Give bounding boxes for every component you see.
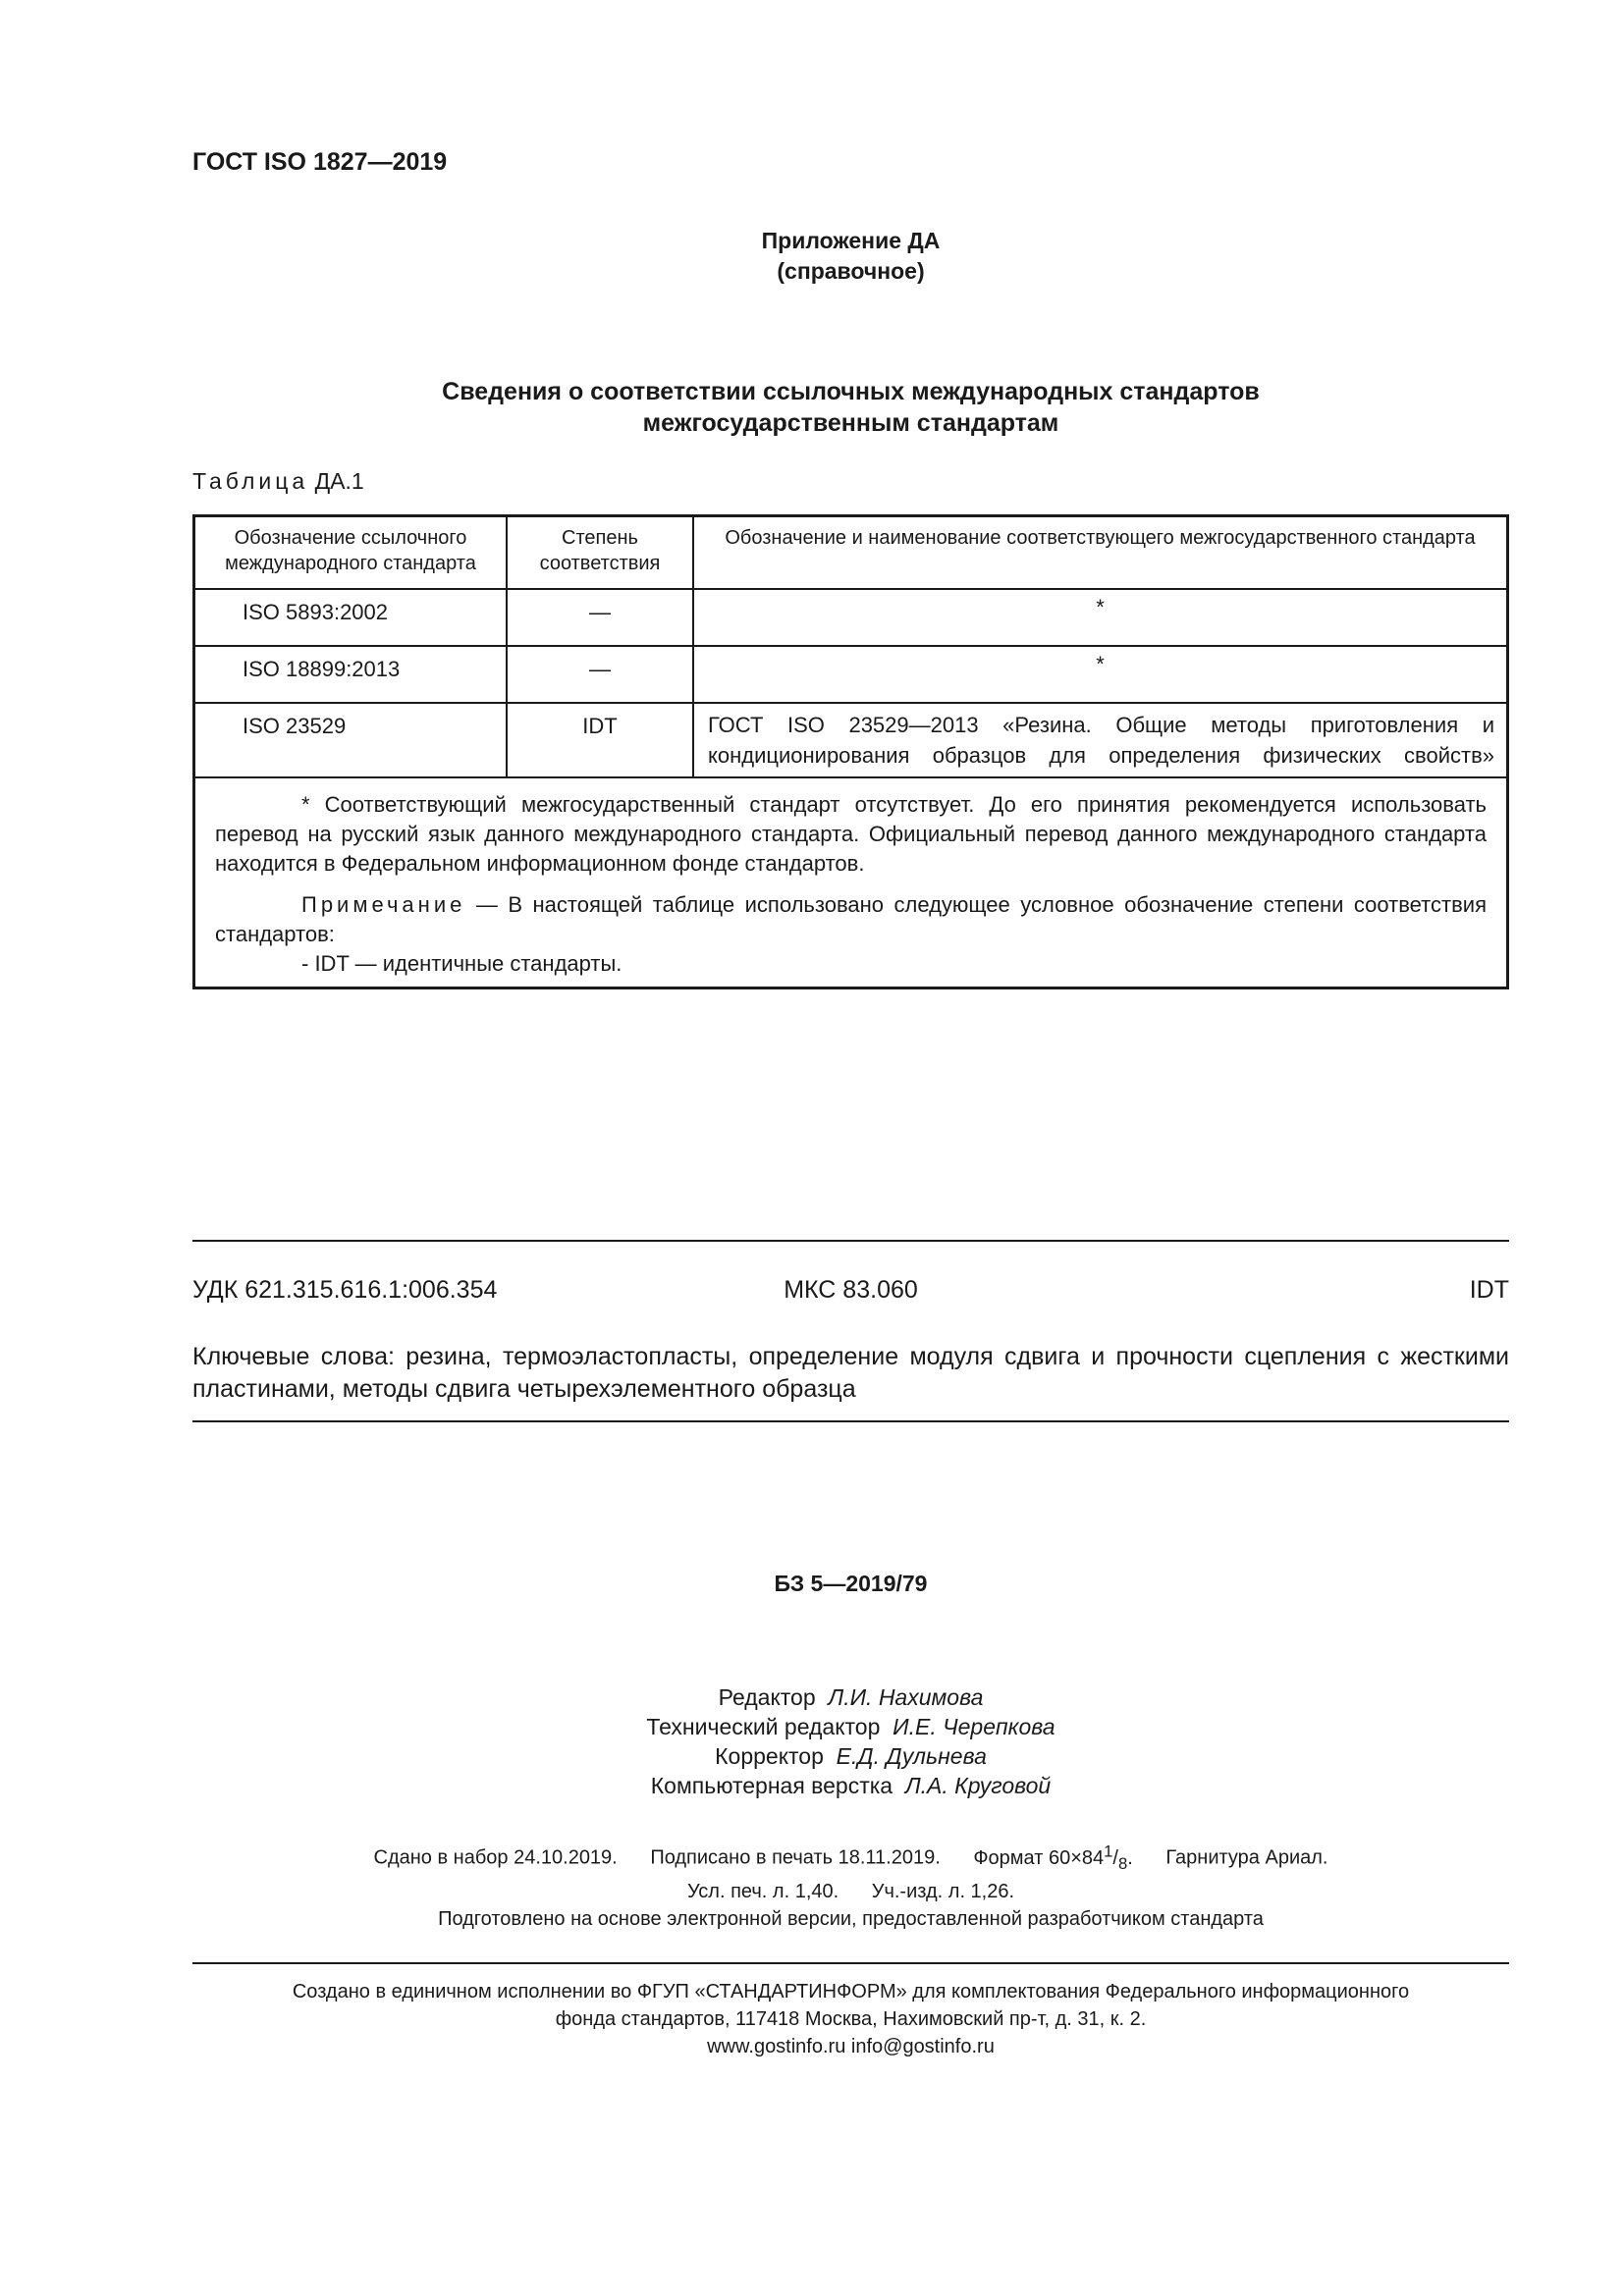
staff-name: Л.И. Нахимова [828, 1684, 984, 1710]
table-note [215, 890, 1487, 949]
cell-degree: — [507, 589, 693, 646]
correspondence-table [192, 514, 1509, 989]
staff-role: Редактор [718, 1684, 816, 1710]
staff-role: Корректор [715, 1743, 824, 1769]
section-title-line2: межгосударственным стандартам [642, 409, 1059, 437]
staff-role: Технический редактор [646, 1714, 881, 1739]
staff-list [192, 1682, 1509, 1800]
print-line-2 [192, 1878, 1509, 1905]
print-prepared: Подготовлено на основе электронной версии, предоставленной разработчиком стандарта [438, 1907, 1264, 1930]
format-numerator: 1 [1104, 1842, 1113, 1860]
table-caption-word: Таблица [192, 468, 309, 494]
annex-type: (справочное) [777, 258, 925, 284]
table-footnote: * Соответствующий межгосударственный стандарт отсутствует. До его принятия рекомендуется использовать перевод на русский язык данного международного стандарта. Официальный перевод данного международного стандарта находится в Федеральном информационном фонде стандартов. [215, 792, 1487, 876]
print-line-1 [192, 1838, 1509, 1878]
header-degree: Степень соответствия [507, 516, 693, 590]
divider-keywords [192, 1420, 1509, 1422]
print-uch: Уч.-изд. л. 1,26. [871, 1880, 1015, 1902]
note-label: Примечание [301, 892, 466, 917]
print-signed-date: Подписано в печать 18.11.2019. [650, 1846, 941, 1869]
print-format: Формат $60\times 84^1/_8$. [973, 1842, 1133, 1873]
print-set-date: Сдано в набор 24.10.2019. [373, 1846, 618, 1869]
publisher-info [192, 1978, 1509, 2060]
staff-line [192, 1712, 1509, 1741]
divider-bottom [192, 1962, 1509, 1964]
staff-line [192, 1771, 1509, 1800]
udk-code: УДК 621.315.616.1:006.354 [192, 1276, 498, 1304]
table-caption [192, 468, 364, 495]
keywords: Ключевые слова: резина, термоэластопласты, определение модуля сдвига и прочности сцепления с жесткими пластинами, методы сдвига четырехэлементного образца [192, 1343, 1509, 1403]
table-header-row [194, 516, 1508, 590]
section-title [192, 376, 1509, 439]
table-row [194, 703, 1508, 777]
cell-degree: — [507, 646, 693, 703]
table-row [194, 646, 1508, 703]
staff-name: Е.Д. Дульнева [836, 1743, 987, 1769]
publisher-site-link[interactable]: www.gostinfo.ru [707, 2036, 846, 2057]
mks-code: МКС 83.060 [784, 1276, 918, 1304]
format-denominator: 8 [1117, 1853, 1128, 1873]
table-footer [194, 777, 1508, 988]
cell-degree: IDT [507, 703, 693, 777]
section-title-line1: Сведения о соответствии ссылочных международных стандартов [442, 378, 1260, 405]
header-interstate-standard: Обозначение и наименование соответствующего межгосударственного стандарта [693, 516, 1508, 590]
note-item: - IDT — идентичные стандарты. [301, 951, 623, 976]
document-code: ГОСТ ISO 1827—2019 [192, 148, 448, 176]
staff-line [192, 1741, 1509, 1771]
cell-standard-name: * [693, 589, 1508, 646]
publisher-line-2: фонда стандартов, 117418 Москва, Нахимовский пр-т, д. 31, к. 2. [555, 2008, 1147, 2030]
table-footer-row [194, 777, 1508, 988]
print-font: Гарнитура Ариал. [1165, 1846, 1328, 1869]
cell-reference: ISO 18899:2013 [194, 646, 508, 703]
divider-top [192, 1240, 1509, 1242]
table-caption-number: ДА.1 [314, 468, 364, 494]
header-reference-standard: Обозначение ссылочного международного стандарта [194, 516, 508, 590]
print-info [192, 1838, 1509, 1933]
publisher-email-link[interactable]: info@gostinfo.ru [850, 2036, 995, 2057]
cell-reference: ISO 5893:2002 [194, 589, 508, 646]
publisher-contacts [192, 2033, 1509, 2060]
cell-standard-name: ГОСТ ISO 23529—2013 «Резина. Общие методы приготовления и кондиционирования образцов для определения физических свойств» [693, 703, 1508, 777]
note-text: — В настоящей таблице использовано следующее условное обозначение степени соответствия стандартов: [215, 892, 1487, 946]
table-row [194, 589, 1508, 646]
bz-number: БЗ 5—2019/79 [774, 1571, 928, 1596]
annex-heading [192, 226, 1509, 287]
staff-line [192, 1682, 1509, 1712]
publisher-line-1: Создано в единичном исполнении во ФГУП «СТАНДАРТИНФОРМ» для комплектования Федерального информационного [292, 1981, 1410, 2002]
cell-reference: ISO 23529 [194, 703, 508, 777]
format-suffix: . [1127, 1846, 1133, 1869]
staff-name: И.Е. Черепкова [893, 1714, 1056, 1739]
staff-name: Л.А. Круговой [904, 1773, 1052, 1798]
format-prefix: Формат 60×84 [973, 1846, 1105, 1869]
cell-standard-name: * [693, 646, 1508, 703]
staff-role: Компьютерная верстка [650, 1773, 893, 1798]
annex-title: Приложение ДА [761, 228, 941, 253]
print-usl: Усл. печ. л. 1,40. [686, 1880, 839, 1902]
idt-code: IDT [1469, 1276, 1509, 1304]
